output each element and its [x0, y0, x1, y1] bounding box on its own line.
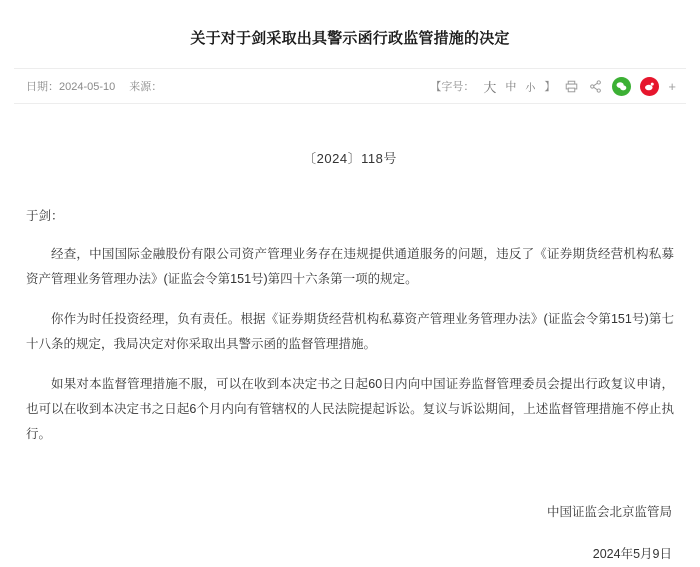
publish-date: 日期：2024-05-10	[26, 81, 116, 93]
document-body	[0, 205, 700, 447]
signature-date: 2024年5月9日	[592, 547, 672, 561]
paragraph-1: 经查，中国国际金融股份有限公司资产管理业务存在违规提供通道服务的问题，违反了《证券期货经营机构私募资产管理业务管理办法》(证监会令第151号)第四十六条第一项的规定。	[26, 247, 674, 286]
wechat-icon[interactable]	[612, 77, 631, 96]
source-label: 来源：	[129, 81, 163, 93]
fontsize-medium-button[interactable]: 中	[505, 81, 517, 93]
page-title: 关于对于剑采取出具警示函行政监管措施的决定	[190, 30, 510, 47]
paragraph-3: 如果对本监督管理措施不服，可以在收到本决定书之日起60日内向中国证券监督管理委员会提出行政复议申请，也可以在收到本决定书之日起6个月内向有管辖权的人民法院提起诉讼。复议与诉讼期间，上述监督管理措施不停止执行。	[26, 377, 674, 441]
signature-block	[0, 499, 700, 567]
salutation: 于剑：	[26, 209, 64, 223]
printer-icon[interactable]	[564, 79, 579, 94]
meta-right-group	[430, 77, 686, 96]
document-number: 〔2024〕118号	[303, 151, 397, 166]
signer-name: 中国证监会北京监管局	[546, 505, 672, 519]
fontsize-label: 【字号：	[430, 81, 475, 93]
weibo-icon[interactable]	[640, 77, 659, 96]
share-icon[interactable]	[588, 79, 603, 94]
meta-bar	[14, 68, 686, 104]
meta-left-group	[14, 78, 162, 94]
fontsize-large-button[interactable]: 大	[483, 79, 497, 95]
paragraph-2: 你作为时任投资经理，负有责任。根据《证券期货经营机构私募资产管理业务管理办法》(证监会令第151号)第七十八条的规定，我局决定对你采取出具警示函的监督管理措施。	[26, 312, 674, 351]
fontsize-close-bracket: 】	[544, 81, 556, 93]
plus-icon[interactable]: +	[668, 78, 676, 94]
fontsize-small-button[interactable]: 小	[525, 82, 536, 94]
